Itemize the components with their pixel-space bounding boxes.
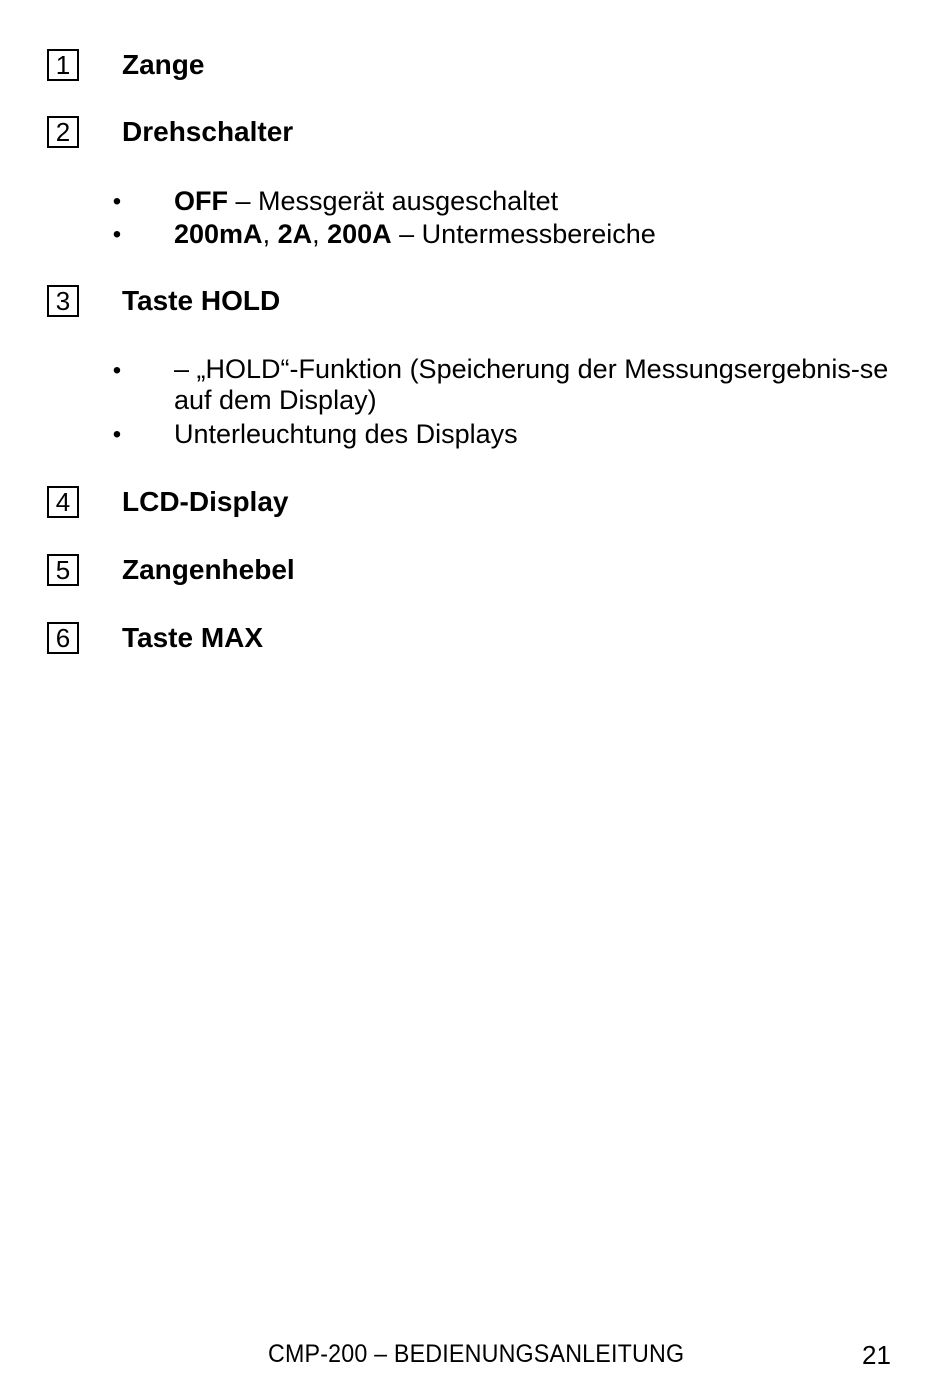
bullet-bold-text: 200mA [174, 219, 263, 249]
list-item [110, 354, 900, 416]
item-5 [47, 552, 295, 588]
list-item [110, 218, 900, 251]
bullet-bold-text: 200A [327, 219, 392, 249]
item-title: Taste HOLD [122, 285, 281, 316]
bullet-text: – Untermessbereiche [391, 219, 656, 249]
bullet-bold-text: OFF [174, 186, 228, 216]
bullet-icon: • [112, 421, 122, 448]
bullet-icon: • [112, 221, 122, 248]
item-2 [47, 114, 294, 150]
item-title: LCD-Display [122, 486, 289, 517]
list-item [110, 185, 900, 218]
item-number-box: 5 [47, 554, 79, 586]
item-1 [47, 47, 205, 83]
item-title: Taste MAX [122, 622, 264, 653]
item-title: Zange [122, 49, 205, 80]
bullet-separator: , [262, 219, 278, 249]
bullet-bold-text: 2A [277, 219, 313, 249]
page-number: 21 [862, 1340, 891, 1370]
bullet-text: – „HOLD“-Funktion (Speicherung der Messungsergebnis-se auf dem Display) [174, 354, 889, 415]
item-number-box: 3 [47, 285, 79, 317]
bullet-text: – Messgerät ausgeschaltet [228, 186, 559, 216]
item-4 [47, 484, 289, 520]
item-number-box: 4 [47, 486, 79, 518]
drehschalter-bullet-list [110, 185, 900, 251]
item-number-box: 6 [47, 622, 79, 654]
hold-bullet-list [110, 354, 900, 451]
item-title: Drehschalter [122, 116, 294, 147]
item-3 [47, 283, 281, 319]
item-number-box: 2 [47, 116, 79, 148]
list-item [110, 418, 900, 451]
footer-title: CMP-200 – BEDIENUNGSANLEITUNG [268, 1340, 685, 1368]
item-6 [47, 620, 264, 656]
bullet-icon: • [112, 188, 122, 215]
item-title: Zangenhebel [122, 554, 295, 585]
bullet-icon: • [112, 357, 122, 384]
bullet-separator: , [312, 219, 328, 249]
item-number-box: 1 [47, 49, 79, 81]
bullet-text: Unterleuchtung des Displays [174, 419, 518, 449]
